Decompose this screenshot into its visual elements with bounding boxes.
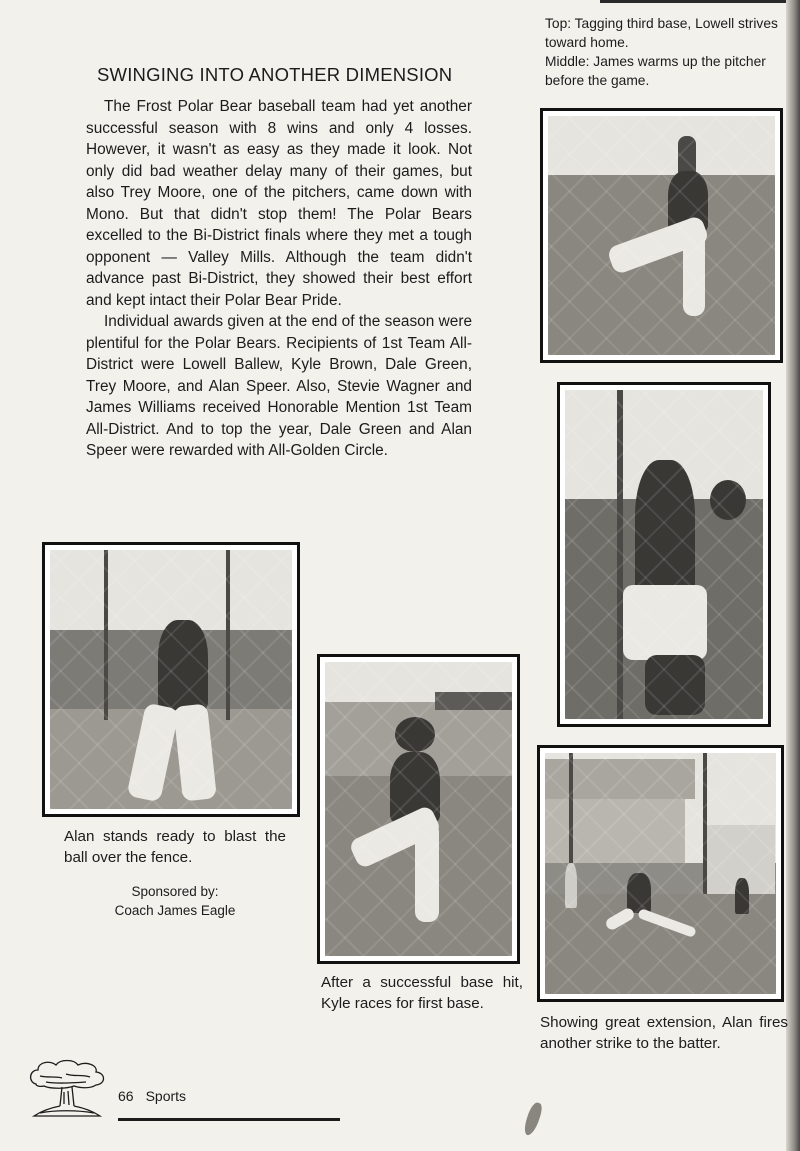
photo-image <box>545 753 776 994</box>
photo-james-catcher <box>557 382 771 727</box>
photo-image <box>565 390 763 719</box>
section-name: Sports <box>145 1088 187 1104</box>
article-paragraph: Individual awards given at the end of the season were plentiful for the Polar Bears. Recipients of 1st Team All-District were Lowell Ballew, Kyle Brown, Dale Green, Trey Moore, and Alan Speer. Also, Stevie Wagner and James Williams received Honorable Mention 1st Team All-District. And to top the year, Dale Green and Alan Speer were rewarded with All-Golden Circle. <box>86 313 472 459</box>
ink-smudge <box>522 1101 544 1137</box>
footer-rule <box>118 1118 340 1121</box>
photo-lowell-running <box>540 108 783 363</box>
caption-alan-pitching: Showing great extension, Alan fires another strike to the batter. <box>540 1014 788 1052</box>
caption-line: toward home. <box>545 35 629 50</box>
photo-alan-batting <box>42 542 300 817</box>
caption-alan-batting: Alan stands ready to blast the ball over the fence. <box>64 828 286 866</box>
mushroom-cloud-icon <box>26 1058 108 1120</box>
page-number: 66 <box>118 1088 134 1104</box>
page-binding-edge <box>786 0 800 1151</box>
caption-line: Top: Tagging third base, Lowell strives <box>545 16 778 31</box>
article-paragraph: The Frost Polar Bear baseball team had yet another successful season with 8 wins and only 4 losses. However, it wasn't as easy as they made it look. Not only did bad weather delay many of their games, but also Trey Moore, one of the pitchers, came down with Mono. But that didn't stop them! The Polar Bears excelled to the Bi-District finals where they met a tough opponent — Valley Mills. Although the team didn't advance past Bi-District, they showed their best effort and kept intact their Polar Bear Pride. <box>86 98 472 309</box>
sponsor-label: Sponsored by: <box>131 884 219 899</box>
photo-image <box>325 662 512 956</box>
photo-alan-pitching <box>537 745 784 1002</box>
page-top-edge <box>600 0 800 3</box>
sponsor-name: Coach James Eagle <box>114 903 236 918</box>
article-body <box>86 96 472 462</box>
article-title: SWINGING INTO ANOTHER DIMENSION <box>97 64 453 85</box>
caption-line: Middle: James warms up the pitcher <box>545 54 766 69</box>
caption-line: before the game. <box>545 73 650 88</box>
sponsor-block <box>100 882 250 920</box>
photo-image <box>50 550 292 809</box>
caption-kyle-running: After a successful base hit, Kyle races for first base. <box>321 974 523 1012</box>
page-folio <box>118 1088 186 1104</box>
caption-top-middle <box>545 14 788 90</box>
photo-image <box>548 116 775 355</box>
photo-kyle-running <box>317 654 520 964</box>
